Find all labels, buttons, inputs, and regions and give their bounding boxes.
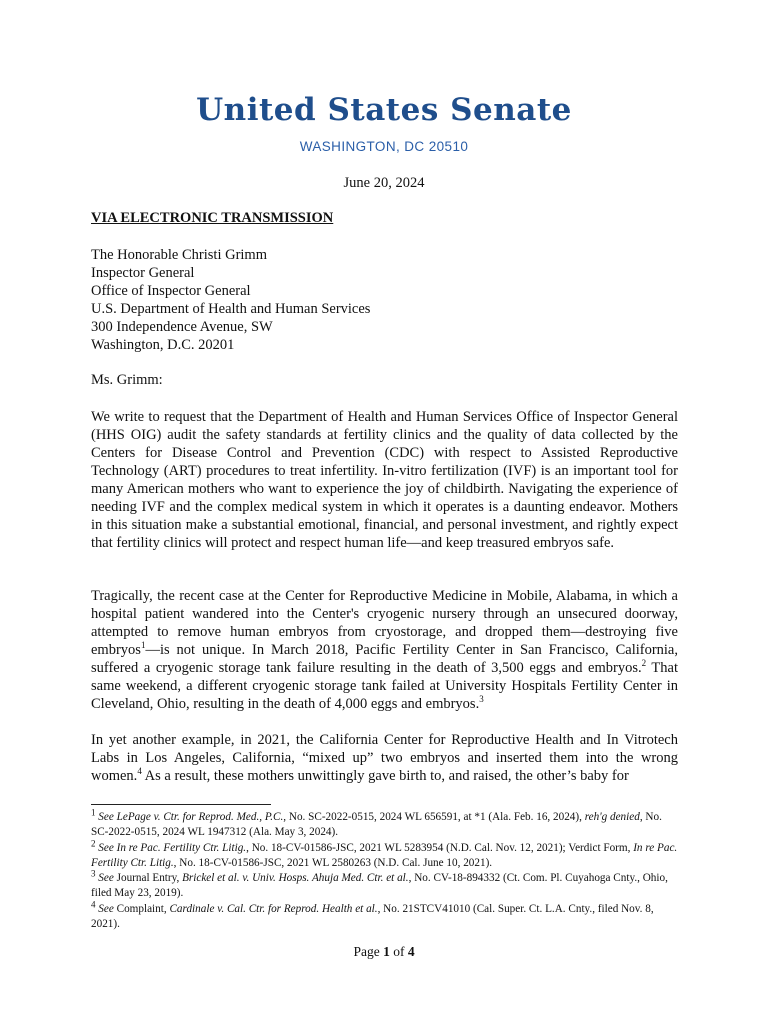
- body-paragraph: [91, 587, 678, 713]
- footnote-1: [91, 807, 681, 841]
- footnote-divider: [91, 804, 271, 805]
- letterhead-address: WASHINGTON, DC 20510: [299, 139, 469, 154]
- body-paragraph: [91, 408, 678, 552]
- signal-word: See: [98, 872, 114, 885]
- footnote-2: [91, 837, 681, 872]
- letter-date: June 20, 2024: [343, 175, 425, 191]
- paragraph-text: That same weekend, a different cryogenic storage tank failed at University Hospitals Fertility Center in Cleveland, Ohio, resulting in the death of 4,000 eggs and embryos.: [91, 660, 678, 712]
- recipient-line: The Honorable Christi Grimm: [91, 247, 267, 263]
- page-number: [0, 944, 768, 960]
- transmission-heading: VIA ELECTRONIC TRANSMISSION: [91, 210, 334, 226]
- citation-text: , No. 18-CV-01586-JSC, 2021 WL 5283954 (N.D. Cal. Nov. 12, 2021); Verdict Form,: [246, 841, 634, 854]
- citation-text: , No. SC-2022-0515, 2024 WL 656591, at *1 (Ala. Feb. 16, 2024),: [283, 811, 585, 823]
- paragraph-text: In yet another example, in 2021, the California Center for Reproductive Health and In Vitrotech Labs in Los Angeles, California, “mixed up” two embryos and inserted them into the wrong women.: [91, 732, 678, 784]
- case-name: LePage v. Ctr. for Reprod. Med., P.C.: [116, 811, 284, 823]
- page-label: Page: [353, 944, 380, 959]
- citation-text: Complaint,: [113, 902, 170, 915]
- signal-word: See: [98, 902, 114, 915]
- current-page: 1: [383, 944, 390, 959]
- case-name: In re Pac. Fertility Ctr. Litig.: [91, 841, 678, 869]
- citation-text: , No. 18-CV-01586-JSC, 2021 WL 2580263 (N.D. Cal. June 10, 2021).: [173, 856, 493, 869]
- footnote-ref[interactable]: 1: [140, 640, 146, 651]
- paragraph-text: Tragically, the recent case at the Center for Reproductive Medicine in Mobile, Alabama, in which a hospital patient wandered into the Center's cryogenic nursery through an unsecured doorway, attempted to remove human embryos from cryostorage, and dropped them—destroying five embryos: [91, 588, 678, 658]
- recipient-line: Office of Inspector General: [91, 283, 251, 299]
- recipient-address: [91, 246, 370, 354]
- footnote-number: 1: [91, 807, 96, 818]
- footnote-number: 4: [91, 899, 96, 910]
- recipient-line: Washington, D.C. 20201: [91, 337, 235, 353]
- footnote-number: 3: [91, 868, 96, 879]
- salutation: Ms. Grimm:: [91, 372, 163, 388]
- paragraph-text: —is not unique. In March 2018, Pacific Fertility Center in San Francisco, California, suffered a cryogenic storage tank failure resulting in the death of 3,500 eggs and embryos.: [91, 642, 678, 676]
- body-paragraph: [91, 731, 678, 785]
- citation-text: , No. SC-2022-0515, 2024 WL 1947312 (Ala. May 3, 2024).: [91, 811, 662, 839]
- letterhead-title: United States Senate: [196, 92, 572, 128]
- recipient-line: Inspector General: [91, 265, 195, 281]
- case-name: Brickel et al. v. Univ. Hosps. Ahuja Med. Ctr. et al.: [182, 872, 409, 885]
- page-of: of: [393, 944, 405, 959]
- citation-text: Journal Entry,: [113, 872, 183, 885]
- paragraph-text: As a result, these mothers unwittingly gave birth to, and raised, the other’s baby for: [141, 768, 629, 784]
- case-name: See In re Pac. Fertility Ctr. Litig.: [98, 841, 247, 854]
- citation-text: , No. 21STCV41010 (Cal. Super. Ct. L.A. Cnty., filed Nov. 8, 2021).: [91, 902, 654, 931]
- footnote-4: [91, 899, 681, 933]
- total-pages: 4: [407, 944, 415, 959]
- footnotes: [91, 807, 681, 932]
- footnote-ref[interactable]: 4: [137, 766, 142, 777]
- paragraph-text: We write to request that the Department of Health and Human Services Office of Inspector General (HHS OIG) audit the safety standards at fertility clinics and the quality of data collected by the Centers for Disease Control and Prevention (CDC) with respect to Assisted Reproductive Technology (ART) procedures to treat infertility. In-vitro fertilization (IVF) is an important tool for many American mothers who want to experience the joy of childbirth. Navigating the experience of needing IVF and the complex medical system in which it operates is a daunting endeavor. Mothers in this situation make a substantial emotional, financial, and personal investment, and rightly expect that fertility clinics will protect and respect human life—and keep treasured embryos safe.: [91, 409, 678, 551]
- signal-word: See: [98, 811, 114, 823]
- footnote-number: 2: [91, 837, 96, 848]
- footnote-ref[interactable]: 2: [641, 658, 647, 669]
- citation-text: , No. CV-18-894332 (Ct. Com. Pl. Cuyahoga Cnty., Ohio, filed May 23, 2019).: [91, 872, 668, 900]
- case-name: Cardinale v. Cal. Ctr. for Reprod. Health et al.: [169, 902, 378, 915]
- citation-history: reh'g denied: [584, 811, 640, 823]
- footnote-ref[interactable]: 3: [479, 694, 484, 705]
- recipient-line: 300 Independence Avenue, SW: [91, 319, 273, 335]
- footnote-3: [91, 868, 681, 902]
- recipient-line: U.S. Department of Health and Human Services: [91, 301, 371, 317]
